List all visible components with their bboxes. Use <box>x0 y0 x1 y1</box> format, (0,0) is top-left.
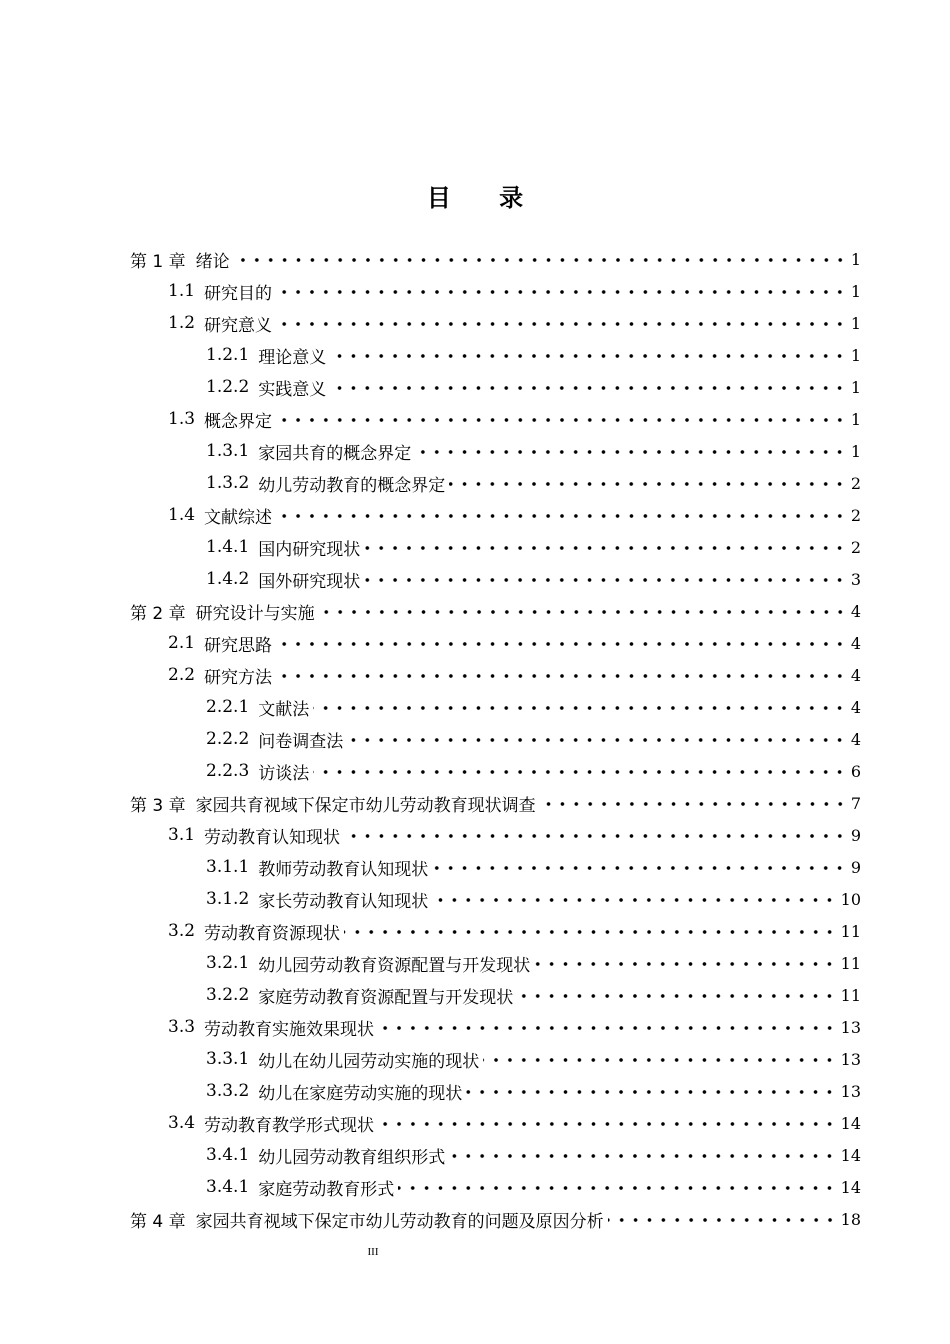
page-title: 目 录 <box>426 184 544 212</box>
dot-leader <box>449 1154 836 1158</box>
toc-entry-page: 4 <box>850 601 861 621</box>
toc-entry-title: 问卷调查法 <box>258 731 344 752</box>
dot-leader <box>276 514 847 518</box>
dot-leader <box>517 994 836 998</box>
toc-entry-page: 1 <box>850 441 861 461</box>
toc-entry-title: 文献综述 <box>204 507 273 528</box>
toc-entry-page: 13 <box>840 1081 861 1101</box>
toc-entry-title: 劳动教育认知现状 <box>204 827 341 848</box>
toc-entry-number: 1.2 <box>168 313 196 333</box>
page-number-footer: III <box>367 1246 379 1258</box>
toc-entry-page: 1 <box>850 249 861 269</box>
dot-leader <box>378 1122 837 1126</box>
toc-entry-page: 11 <box>840 985 861 1005</box>
toc-entry-page: 4 <box>850 697 861 717</box>
toc-entry-title: 家庭劳动教育形式 <box>258 1179 395 1200</box>
toc-entry-title: 文献法 <box>258 699 310 720</box>
toc-entry-number: 1.4.2 <box>206 569 250 589</box>
dot-leader <box>276 290 847 294</box>
toc-entry-title: 访谈法 <box>258 763 310 784</box>
dot-leader <box>313 706 847 710</box>
toc-entry[interactable] <box>130 755 861 787</box>
toc-entry-page: 13 <box>840 1017 861 1037</box>
toc-entry-title: 国内研究现状 <box>258 539 361 560</box>
toc-entry-page: 7 <box>850 793 861 813</box>
toc-entry-title: 劳动教育实施效果现状 <box>204 1019 375 1040</box>
dot-leader <box>449 482 847 486</box>
toc-entry[interactable] <box>130 531 861 563</box>
dot-leader <box>415 450 847 454</box>
toc-entry[interactable] <box>130 691 861 723</box>
dot-leader <box>313 770 847 774</box>
toc-entry[interactable] <box>130 915 861 947</box>
toc-entry-number: 1.2.1 <box>206 345 250 365</box>
dot-leader <box>347 738 847 742</box>
toc-entry-page: 4 <box>850 633 861 653</box>
toc-entry-number: 3.4 <box>168 1113 196 1133</box>
toc-entry-number: 1.3.1 <box>206 441 250 461</box>
toc-entry-title: 研究思路 <box>204 635 273 656</box>
toc-entry-number: 2.2 <box>168 665 196 685</box>
toc-entry-number: 1.4 <box>168 505 196 525</box>
dot-leader <box>398 1186 836 1190</box>
toc-entry-title: 研究意义 <box>204 315 273 336</box>
toc-entry[interactable] <box>130 659 861 691</box>
toc-entry[interactable] <box>130 499 861 531</box>
toc-entry-number: 1.3 <box>168 409 196 429</box>
toc-entry-page: 18 <box>840 1209 861 1229</box>
toc-entry-page: 1 <box>850 345 861 365</box>
toc-entry-number: 第 4 章 <box>130 1211 186 1232</box>
dot-leader <box>534 962 836 966</box>
dot-leader <box>432 866 847 870</box>
toc-entry-title: 幼儿在幼儿园劳动实施的现状 <box>258 1051 480 1072</box>
toc-entry-number: 第 3 章 <box>130 795 186 816</box>
toc-entry[interactable] <box>130 1203 861 1235</box>
dot-leader <box>330 354 847 358</box>
toc-entry-page: 4 <box>850 729 861 749</box>
toc-entry-title: 家园共育视域下保定市幼儿劳动教育的问题及原因分析 <box>195 1211 604 1232</box>
toc-entry[interactable] <box>130 819 861 851</box>
dot-leader <box>378 1026 837 1030</box>
toc-entry-title: 家长劳动教育认知现状 <box>258 891 429 912</box>
toc-entry-page: 4 <box>850 665 861 685</box>
toc-entry-page: 1 <box>850 313 861 333</box>
toc-entry-number: 2.2.1 <box>206 697 250 717</box>
toc-entry-title: 绪论 <box>195 251 230 272</box>
toc-entry[interactable] <box>130 275 861 307</box>
toc-entry[interactable] <box>130 947 861 979</box>
toc-entry-number: 3.1.1 <box>206 857 250 877</box>
toc-entry[interactable] <box>130 339 861 371</box>
toc-entry-page: 1 <box>850 409 861 429</box>
toc-entry-page: 13 <box>840 1049 861 1069</box>
toc-entry-title: 幼儿劳动教育的概念界定 <box>258 475 446 496</box>
dot-leader <box>364 546 847 550</box>
dot-leader <box>234 258 847 262</box>
toc-entry-number: 3.2.2 <box>206 985 250 1005</box>
toc-entry-number: 3.4.1 <box>206 1177 250 1197</box>
dot-leader <box>276 642 847 646</box>
toc-entry-title: 劳动教育教学形式现状 <box>204 1115 375 1136</box>
toc-entry-page: 3 <box>850 569 861 589</box>
toc-entry[interactable] <box>130 1171 861 1203</box>
toc-entry-number: 3.1 <box>168 825 196 845</box>
toc-entry-title: 幼儿园劳动教育组织形式 <box>258 1147 446 1168</box>
toc-entry-page: 14 <box>840 1113 861 1133</box>
toc-entry[interactable] <box>130 1043 861 1075</box>
toc-entry[interactable] <box>130 883 861 915</box>
toc-entry-number: 3.2 <box>168 921 196 941</box>
toc-entry-number: 3.3.2 <box>206 1081 250 1101</box>
toc-entry-page: 9 <box>850 825 861 845</box>
toc-entry[interactable] <box>130 627 861 659</box>
toc-entry-title: 研究方法 <box>204 667 273 688</box>
toc-entry[interactable] <box>130 1139 861 1171</box>
toc-entry-number: 第 2 章 <box>130 603 186 624</box>
toc-entry-number: 3.3.1 <box>206 1049 250 1069</box>
toc-entry-number: 第 1 章 <box>130 251 186 272</box>
toc-entry-title: 幼儿在家庭劳动实施的现状 <box>258 1083 463 1104</box>
toc-entry-page: 14 <box>840 1177 861 1197</box>
toc-entry-number: 3.3 <box>168 1017 196 1037</box>
dot-leader <box>276 322 847 326</box>
toc-entry[interactable] <box>130 467 861 499</box>
toc-entry-number: 1.2.2 <box>206 377 250 397</box>
toc-entry-page: 1 <box>850 281 861 301</box>
toc-entry-page: 14 <box>840 1145 861 1165</box>
toc-entry-page: 2 <box>850 505 861 525</box>
toc-entry-page: 2 <box>850 537 861 557</box>
toc-entry-page: 1 <box>850 377 861 397</box>
toc-entry-page: 11 <box>840 921 861 941</box>
dot-leader <box>276 674 847 678</box>
toc-entry[interactable] <box>130 307 861 339</box>
dot-leader <box>344 834 847 838</box>
toc-entry-title: 研究设计与实施 <box>195 603 315 624</box>
toc-entry-page: 9 <box>850 857 861 877</box>
toc-entry-page: 10 <box>840 889 861 909</box>
toc-entry[interactable] <box>130 979 861 1011</box>
table-of-contents <box>130 243 861 1235</box>
toc-entry-number: 1.4.1 <box>206 537 250 557</box>
toc-entry-number: 2.1 <box>168 633 196 653</box>
dot-leader <box>344 930 837 934</box>
toc-entry[interactable] <box>130 1107 861 1139</box>
dot-leader <box>276 418 847 422</box>
toc-entry-title: 概念界定 <box>204 411 273 432</box>
toc-entry[interactable] <box>130 435 861 467</box>
toc-entry-number: 2.2.3 <box>206 761 250 781</box>
toc-entry[interactable] <box>130 1011 861 1043</box>
dot-leader <box>466 1090 836 1094</box>
dot-leader <box>483 1058 836 1062</box>
toc-entry-number: 2.2.2 <box>206 729 250 749</box>
toc-entry-number: 3.2.1 <box>206 953 250 973</box>
toc-entry-title: 家庭劳动教育资源配置与开发现状 <box>258 987 514 1008</box>
toc-entry-title: 国外研究现状 <box>258 571 361 592</box>
toc-entry[interactable] <box>130 371 861 403</box>
toc-entry[interactable] <box>130 723 861 755</box>
dot-leader <box>319 610 847 614</box>
toc-entry[interactable] <box>130 1075 861 1107</box>
toc-entry-title: 研究目的 <box>204 283 273 304</box>
toc-entry[interactable] <box>130 851 861 883</box>
toc-entry-number: 1.1 <box>168 281 196 301</box>
dot-leader <box>540 802 847 806</box>
toc-entry-number: 3.1.2 <box>206 889 250 909</box>
dot-leader <box>330 386 847 390</box>
toc-entry[interactable] <box>130 403 861 435</box>
toc-entry-page: 11 <box>840 953 861 973</box>
toc-entry-title: 家园共育的概念界定 <box>258 443 412 464</box>
dot-leader <box>432 898 836 902</box>
toc-entry-title: 教师劳动教育认知现状 <box>258 859 429 880</box>
toc-entry-page: 2 <box>850 473 861 493</box>
dot-leader <box>364 578 847 582</box>
dot-leader <box>608 1218 837 1222</box>
toc-entry-page: 6 <box>850 761 861 781</box>
toc-entry-title: 劳动教育资源现状 <box>204 923 341 944</box>
toc-entry[interactable] <box>130 563 861 595</box>
toc-entry-number: 1.3.2 <box>206 473 250 493</box>
toc-entry[interactable] <box>130 787 861 819</box>
toc-entry-title: 理论意义 <box>258 347 327 368</box>
toc-entry-number: 3.4.1 <box>206 1145 250 1165</box>
toc-entry-title: 实践意义 <box>258 379 327 400</box>
toc-entry-title: 家园共育视域下保定市幼儿劳动教育现状调查 <box>195 795 536 816</box>
toc-entry[interactable] <box>130 243 861 275</box>
toc-entry-title: 幼儿园劳动教育资源配置与开发现状 <box>258 955 531 976</box>
toc-entry[interactable] <box>130 595 861 627</box>
